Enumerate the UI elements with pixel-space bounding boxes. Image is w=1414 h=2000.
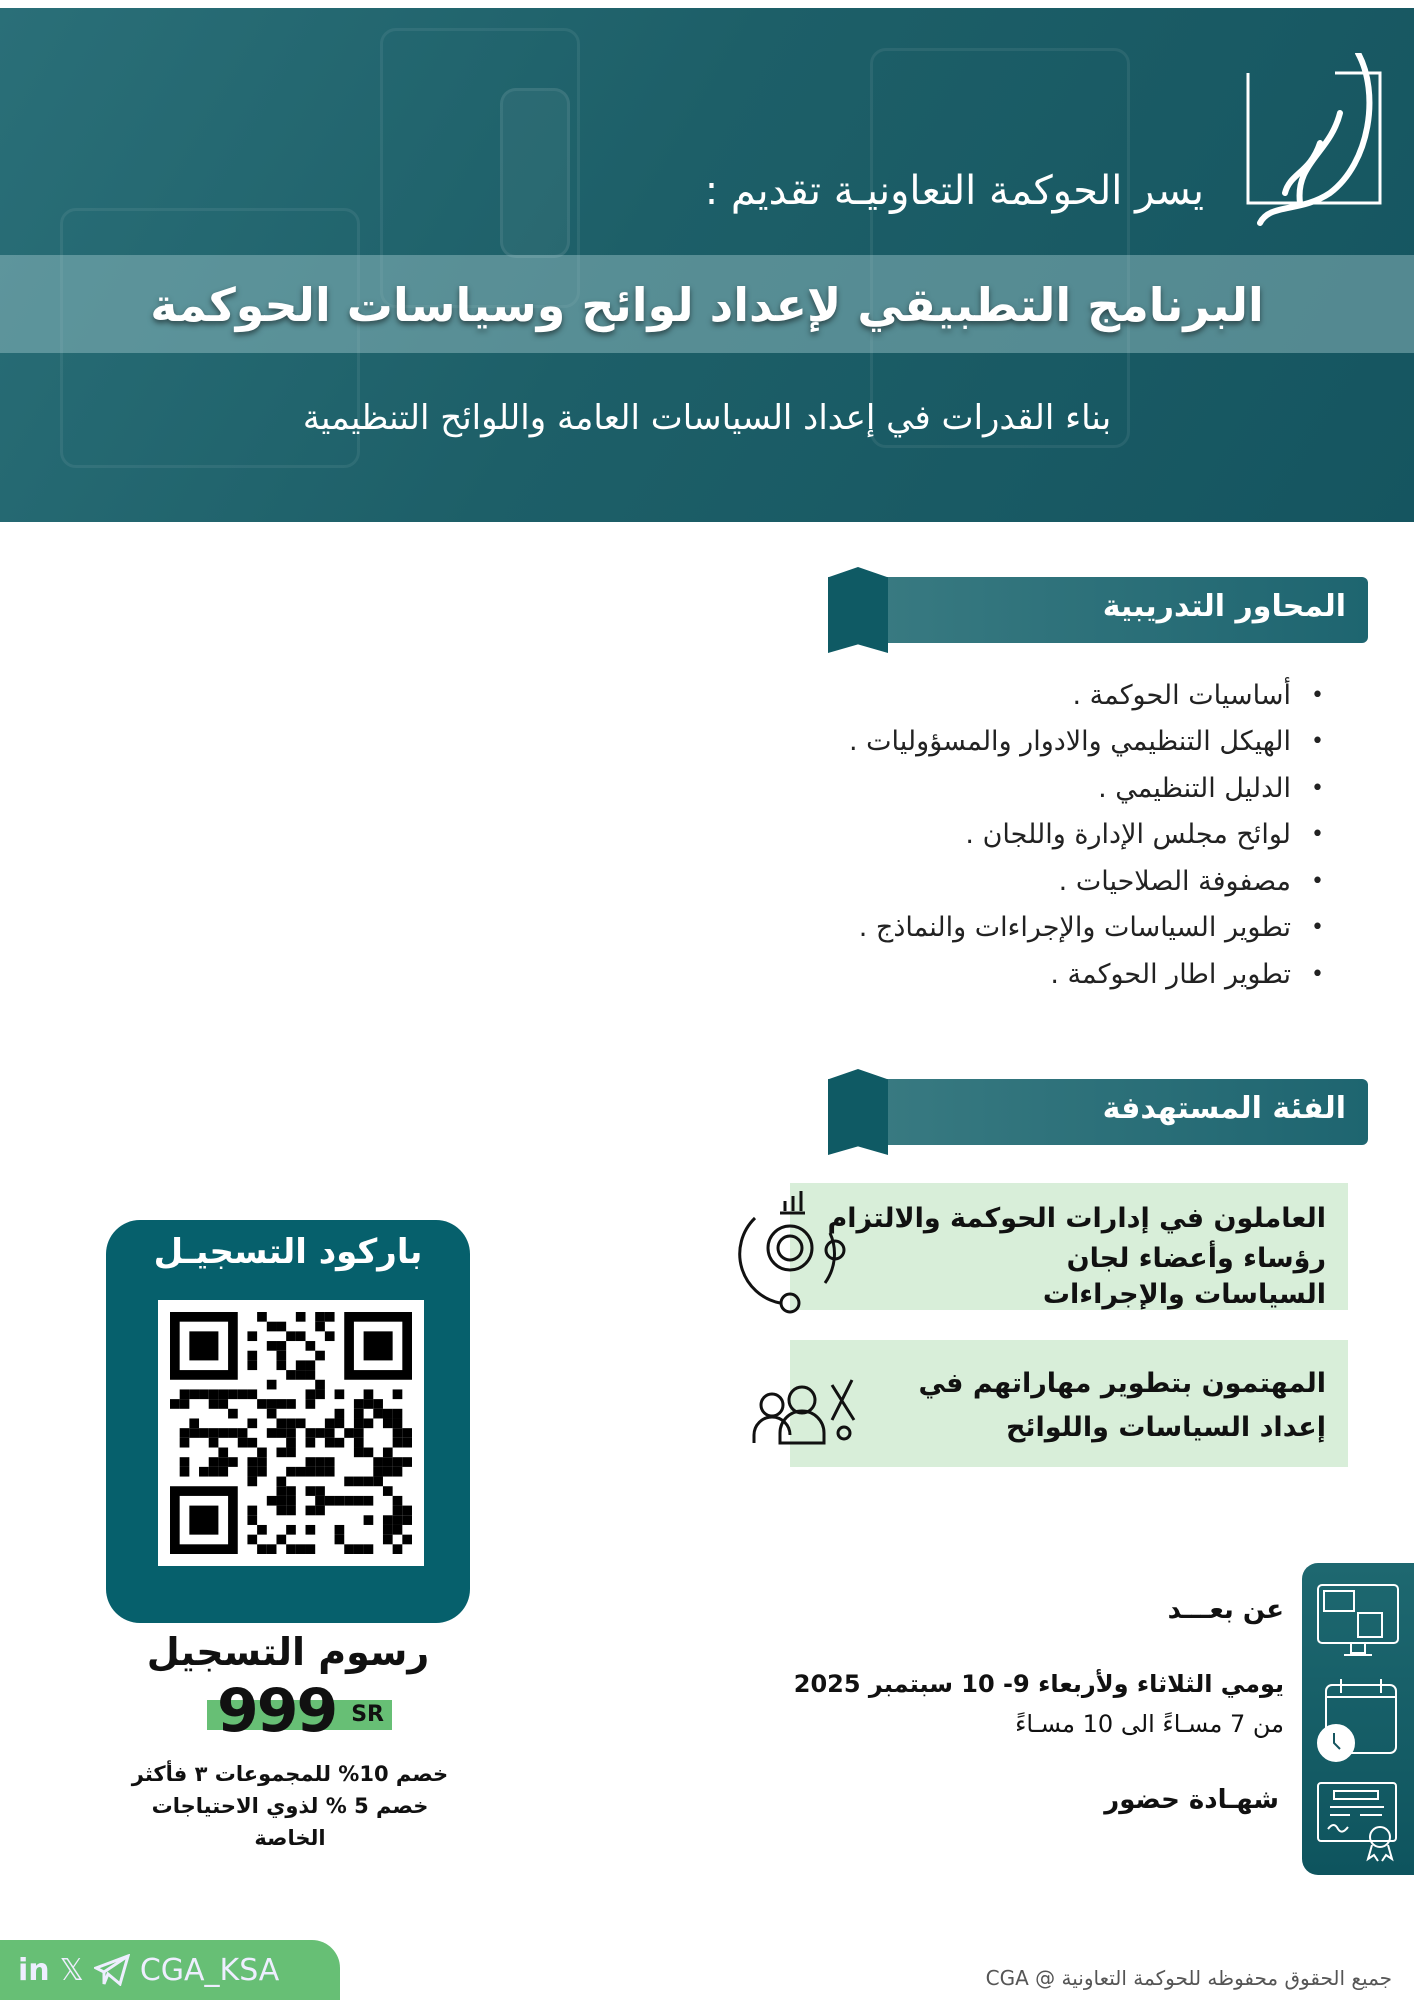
list-item: • الهيكل التنظيمي والادوار والمسؤوليات . — [849, 719, 1324, 766]
registration-qr-card[interactable] — [106, 1220, 470, 1623]
section-header-axes — [828, 577, 1368, 643]
x-icon[interactable]: 𝕏 — [59, 1952, 84, 1988]
list-item: • مصفوفة الصلاحيات . — [849, 858, 1324, 905]
axes-heading: المحاور التدريبية — [1102, 589, 1346, 624]
list-item: • تطوير السياسات والإجراءات والنماذج . — [849, 905, 1324, 952]
people-tools-icon — [752, 1375, 870, 1445]
qr-code[interactable] — [158, 1300, 424, 1566]
audience-card-line: إعداد السياسات واللوائح — [1005, 1412, 1326, 1443]
telegram-icon[interactable] — [94, 1954, 130, 1986]
gear-person-cycle-icon — [735, 1178, 855, 1316]
ribbon-flag — [828, 567, 888, 653]
program-subtitle: بناء القدرات في إعداد السياسات العامة واللوائح التنظيمية — [302, 398, 1112, 438]
program-title: البرنامج التطبيقي لإعداد لوائح وسياسات الحوكمة — [150, 278, 1264, 332]
list-item: • تطوير اطار الحوكمة . — [849, 951, 1324, 998]
social-bar — [0, 1940, 340, 2000]
list-item: • الدليل التنظيمي . — [849, 765, 1324, 812]
course-dates: يومي الثلاثاء ولأربعاء 9- 10 سبتمبر 2025 — [793, 1670, 1284, 1698]
section-header-audience — [828, 1079, 1368, 1145]
certificate-icon — [1316, 1781, 1400, 1863]
audience-card-line: المهتمون بتطوير مهاراتهم في — [918, 1368, 1326, 1399]
fee-label: رسوم التسجيل — [146, 1630, 430, 1674]
audience-card-2 — [790, 1340, 1348, 1467]
copyright: جميع الحقوق محفوظه للحوكمة التعاونية @ CGA — [985, 1966, 1392, 1990]
axes-list — [849, 672, 1324, 998]
social-handle: CGA_KSA — [139, 1952, 280, 1988]
discounts — [120, 1758, 460, 1854]
presents-line: يسر الحوكمة التعاونيـة تقديم : — [704, 168, 1204, 214]
logo — [1240, 53, 1385, 228]
calendar-clock-icon — [1316, 1677, 1400, 1767]
price-value: 999 — [217, 1676, 337, 1746]
certificate-label: شهـادة حضور — [1104, 1785, 1279, 1815]
header-banner — [0, 8, 1414, 522]
delivery-mode: عن بعـــد — [1167, 1595, 1284, 1625]
linkedin-icon[interactable]: in — [18, 1952, 50, 1988]
list-item: • أساسيات الحوكمة . — [849, 672, 1324, 719]
qr-label: باركود التسجيـل — [153, 1232, 423, 1272]
audience-card-line: العاملون في إدارات الحوكمة والالتزام — [827, 1203, 1326, 1234]
list-item: • لوائح مجلس الإدارة واللجان . — [849, 812, 1324, 859]
info-icons-panel — [1302, 1563, 1414, 1875]
online-monitor-icon — [1316, 1583, 1400, 1661]
audience-card-1 — [790, 1183, 1348, 1310]
audience-heading: الفئة المستهدفة — [1102, 1091, 1346, 1126]
currency: SR — [351, 1702, 384, 1727]
audience-card-line: رؤساء وأعضاء لجان السياسات والإجراءات — [1042, 1243, 1326, 1310]
price-highlight — [207, 1676, 392, 1746]
ribbon-flag — [828, 1069, 888, 1155]
discount-group: خصم 10% للمجموعات ٣ فأكثر — [131, 1762, 449, 1786]
discount-special-needs: خصم 5 % لذوي الاحتياجات الخاصة — [151, 1794, 429, 1850]
course-time: من 7 مسـاءً الى 10 مسـاءً — [1015, 1710, 1284, 1738]
